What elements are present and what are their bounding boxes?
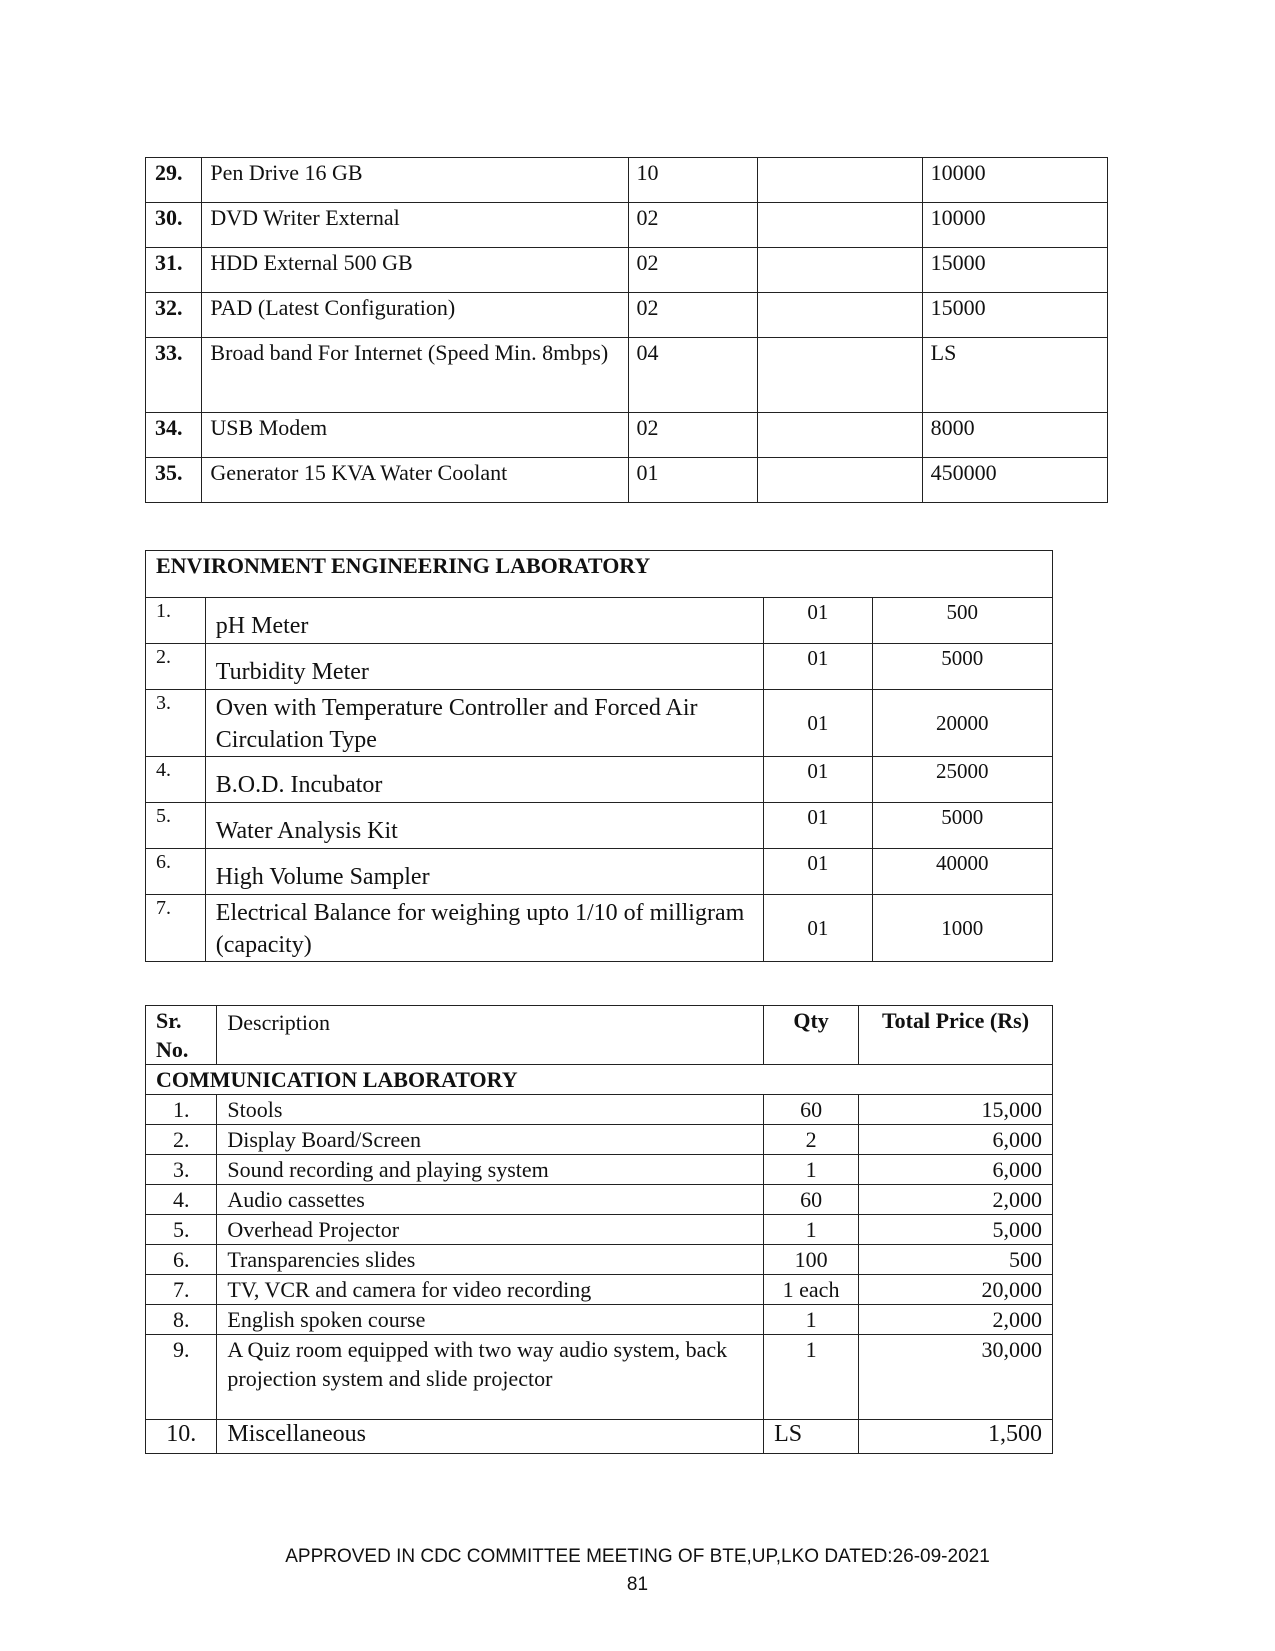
table-row — [146, 293, 1108, 338]
item-description: Display Board/Screen — [217, 1125, 764, 1155]
item-price: 450000 — [922, 458, 1107, 503]
item-description: Electrical Balance for weighing upto 1/10 of milligram (capacity) — [205, 895, 763, 962]
empty-cell — [758, 248, 922, 293]
item-quantity: 02 — [628, 293, 758, 338]
table-row — [146, 203, 1108, 248]
section-heading-row — [146, 1065, 1053, 1095]
table-row — [146, 849, 1053, 895]
empty-cell — [758, 203, 922, 248]
table-row — [146, 1125, 1053, 1155]
item-quantity: 01 — [764, 803, 872, 849]
item-quantity: 04 — [628, 338, 758, 413]
equipment-table-continued — [145, 157, 1108, 503]
column-header-description: Description — [217, 1006, 764, 1065]
item-quantity: 01 — [764, 849, 872, 895]
item-price: 1000 — [872, 895, 1052, 962]
item-quantity: 02 — [628, 203, 758, 248]
item-price: 20,000 — [859, 1275, 1053, 1305]
empty-cell — [758, 158, 922, 203]
table-row — [146, 248, 1108, 293]
table-row — [146, 803, 1053, 849]
item-quantity: 60 — [764, 1095, 859, 1125]
column-header-qty: Qty — [764, 1006, 859, 1065]
item-description: English spoken course — [217, 1305, 764, 1335]
item-quantity: 60 — [764, 1185, 859, 1215]
item-description: Broad band For Internet (Speed Min. 8mbps) — [202, 338, 628, 413]
section-heading: ENVIRONMENT ENGINEERING LABORATORY — [146, 551, 1053, 598]
item-quantity: 02 — [628, 248, 758, 293]
table-row — [146, 1275, 1053, 1305]
item-quantity: 01 — [764, 644, 872, 690]
table-row — [146, 598, 1053, 644]
item-description: Overhead Projector — [217, 1215, 764, 1245]
serial-number: 33. — [146, 338, 202, 413]
table-row — [146, 895, 1053, 962]
table-row — [146, 338, 1108, 413]
serial-number: 29. — [146, 158, 202, 203]
table-row — [146, 1335, 1053, 1420]
serial-number: 8. — [146, 1305, 217, 1335]
item-description: Oven with Temperature Controller and Forced Air Circulation Type — [205, 690, 763, 757]
table-row — [146, 1095, 1053, 1125]
item-description: Miscellaneous — [217, 1420, 764, 1454]
table-row — [146, 413, 1108, 458]
item-price: 5000 — [872, 803, 1052, 849]
item-description: HDD External 500 GB — [202, 248, 628, 293]
item-description: pH Meter — [205, 598, 763, 644]
serial-number: 32. — [146, 293, 202, 338]
item-price: 500 — [872, 598, 1052, 644]
item-quantity: 01 — [764, 757, 872, 803]
table-row — [146, 1245, 1053, 1275]
item-description: B.O.D. Incubator — [205, 757, 763, 803]
table-row — [146, 1185, 1053, 1215]
serial-number: 4. — [146, 757, 206, 803]
item-description: Stools — [217, 1095, 764, 1125]
item-description: Audio cassettes — [217, 1185, 764, 1215]
item-quantity: 1 — [764, 1335, 859, 1420]
table-row — [146, 1305, 1053, 1335]
serial-number: 7. — [146, 895, 206, 962]
item-price: 6,000 — [859, 1155, 1053, 1185]
approval-note: APPROVED IN CDC COMMITTEE MEETING OF BTE,UP,LKO DATED:26-09-2021 — [285, 1546, 990, 1567]
item-price: 10000 — [922, 158, 1107, 203]
item-price: 30,000 — [859, 1335, 1053, 1420]
table-heading-row — [146, 551, 1053, 598]
serial-number: 6. — [146, 1245, 217, 1275]
item-price: 15000 — [922, 293, 1107, 338]
table-row — [146, 1215, 1053, 1245]
table-row — [146, 757, 1053, 803]
item-price: 1,500 — [859, 1420, 1053, 1454]
item-quantity: 1 — [764, 1215, 859, 1245]
item-quantity: 01 — [764, 690, 872, 757]
item-price: 6,000 — [859, 1125, 1053, 1155]
item-price: LS — [922, 338, 1107, 413]
empty-cell — [758, 458, 922, 503]
serial-number: 1. — [146, 1095, 217, 1125]
item-price: 2,000 — [859, 1305, 1053, 1335]
item-price: 500 — [859, 1245, 1053, 1275]
serial-number: 35. — [146, 458, 202, 503]
item-price: 2,000 — [859, 1185, 1053, 1215]
table-row — [146, 1155, 1053, 1185]
item-quantity: 10 — [628, 158, 758, 203]
empty-cell — [758, 293, 922, 338]
item-quantity: 100 — [764, 1245, 859, 1275]
item-price: 10000 — [922, 203, 1107, 248]
item-quantity: 01 — [764, 895, 872, 962]
item-quantity: 1 — [764, 1305, 859, 1335]
item-price: 15,000 — [859, 1095, 1053, 1125]
serial-number: 34. — [146, 413, 202, 458]
item-price: 8000 — [922, 413, 1107, 458]
item-description: High Volume Sampler — [205, 849, 763, 895]
item-quantity: 1 — [764, 1155, 859, 1185]
communication-lab-table — [145, 1005, 1053, 1454]
column-header-sr-no: Sr. No. — [146, 1006, 217, 1065]
item-description: Turbidity Meter — [205, 644, 763, 690]
page-footer — [0, 1543, 1275, 1599]
table-row — [146, 690, 1053, 757]
serial-number: 2. — [146, 644, 206, 690]
section-heading: COMMUNICATION LABORATORY — [146, 1065, 1053, 1095]
serial-number: 6. — [146, 849, 206, 895]
serial-number: 5. — [146, 1215, 217, 1245]
item-description: TV, VCR and camera for video recording — [217, 1275, 764, 1305]
item-price: 5000 — [872, 644, 1052, 690]
serial-number: 3. — [146, 1155, 217, 1185]
page-number: 81 — [626, 1574, 649, 1595]
item-description: Water Analysis Kit — [205, 803, 763, 849]
table-row — [146, 1420, 1053, 1454]
environment-lab-table — [145, 550, 1053, 962]
serial-number: 1. — [146, 598, 206, 644]
serial-number: 10. — [146, 1420, 217, 1454]
serial-number: 31. — [146, 248, 202, 293]
table-row — [146, 158, 1108, 203]
serial-number: 30. — [146, 203, 202, 248]
item-price: 25000 — [872, 757, 1052, 803]
item-description: DVD Writer External — [202, 203, 628, 248]
serial-number: 2. — [146, 1125, 217, 1155]
item-description: USB Modem — [202, 413, 628, 458]
item-description: PAD (Latest Configuration) — [202, 293, 628, 338]
serial-number: 3. — [146, 690, 206, 757]
item-description: Generator 15 KVA Water Coolant — [202, 458, 628, 503]
item-description: Sound recording and playing system — [217, 1155, 764, 1185]
empty-cell — [758, 413, 922, 458]
item-description: A Quiz room equipped with two way audio system, back projection system and slide projector — [217, 1335, 764, 1420]
item-price: 5,000 — [859, 1215, 1053, 1245]
item-price: 40000 — [872, 849, 1052, 895]
serial-number: 9. — [146, 1335, 217, 1420]
column-header-total-price: Total Price (Rs) — [859, 1006, 1053, 1065]
item-price: 15000 — [922, 248, 1107, 293]
item-quantity: 1 each — [764, 1275, 859, 1305]
item-quantity: LS — [764, 1420, 859, 1454]
table-row — [146, 458, 1108, 503]
serial-number: 4. — [146, 1185, 217, 1215]
item-quantity: 2 — [764, 1125, 859, 1155]
table-row — [146, 644, 1053, 690]
empty-cell — [758, 338, 922, 413]
item-description: Transparencies slides — [217, 1245, 764, 1275]
item-quantity: 02 — [628, 413, 758, 458]
serial-number: 5. — [146, 803, 206, 849]
item-price: 20000 — [872, 690, 1052, 757]
item-quantity: 01 — [764, 598, 872, 644]
table-header-row — [146, 1006, 1053, 1065]
item-description: Pen Drive 16 GB — [202, 158, 628, 203]
serial-number: 7. — [146, 1275, 217, 1305]
item-quantity: 01 — [628, 458, 758, 503]
